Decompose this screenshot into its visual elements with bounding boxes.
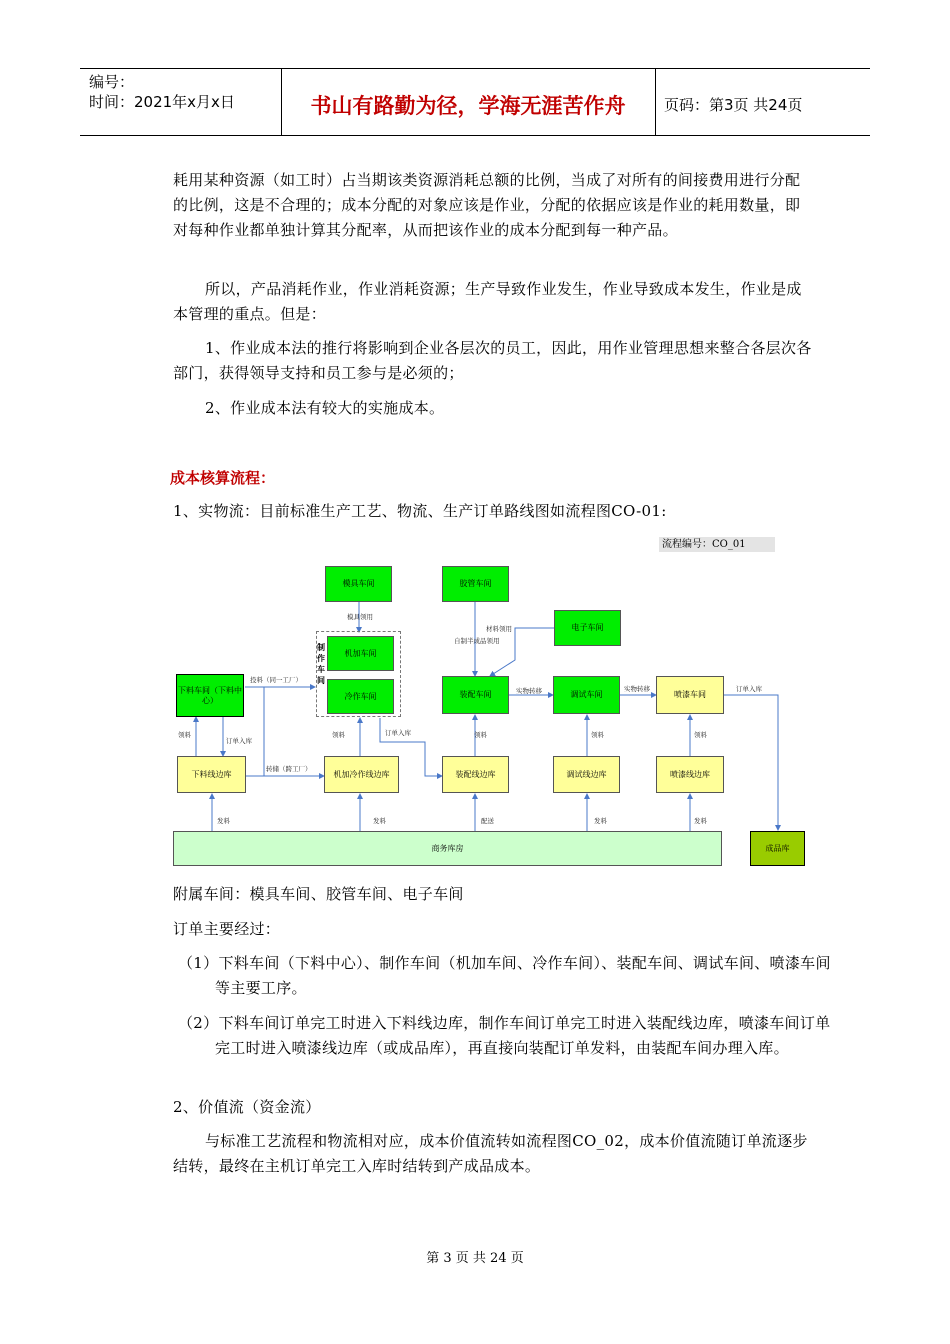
header-motto: 书山有路勤为径，学海无涯苦作舟 (310, 94, 626, 118)
paragraph-4: 2、作业成本法有较大的实施成本。 (205, 399, 445, 417)
page-footer: 第 3 页 共 24 页 (426, 1251, 524, 1266)
label-req-asm: 领料 (474, 731, 487, 739)
debug-workshop-box: 调试车间 (553, 676, 620, 714)
label-req-cut: 领料 (178, 731, 191, 739)
paragraph-3: 1、作业成本法的推行将影响到企业各层次的员工，因此，用作业管理思想来整合各层次各部门，获得领导支持和员工参与是必须的； (173, 339, 812, 382)
label-move: 转储（跨工厂） (266, 765, 312, 773)
debug-store-box: 调试线边库 (553, 756, 620, 793)
paint-workshop-box: 喷漆车间 (656, 676, 724, 714)
label-req-debug: 领料 (591, 731, 604, 739)
paragraph-5: 1、实物流：目前标准生产工艺、物流、生产订单路线图如流程图CO-01: (173, 502, 667, 520)
label-mold-req: 模具领用 (347, 613, 373, 621)
label-transfer-2: 实物转移 (624, 685, 650, 693)
cutting-store-box: 下料线边库 (177, 756, 246, 793)
finished-goods-box: 成品库 (750, 831, 805, 866)
number-label: 编号： (89, 73, 135, 91)
machining-workshop-box: 机加车间 (327, 636, 394, 671)
list-item-1: （1）下料车间（下料中心）、制作车间（机加车间、冷作车间）、装配车间、调试车间、喷漆车间等主要工序。 (178, 954, 831, 997)
paint-store-box: 喷漆线边库 (656, 756, 724, 793)
paragraph-2: 所以，产品消耗作业，作业消耗资源；生产导致作业发生，作业导致成本发生，作业是成本管理的重点。但是： (173, 280, 802, 323)
label-feed: 投料（同一工厂） (250, 676, 302, 684)
flow-id-label: 流程编号：CO_01 (659, 537, 775, 552)
assembly-workshop-box: 装配车间 (442, 676, 509, 714)
machining-store-box: 机加冷作线边库 (324, 756, 399, 793)
label-order-in-paint: 订单入库 (736, 685, 762, 693)
label-transfer-1: 实物转移 (516, 687, 542, 695)
label-issue-2: 发料 (373, 817, 386, 825)
mold-workshop-box: 模具车间 (325, 566, 392, 602)
label-req-make: 领料 (332, 731, 345, 739)
cold-work-workshop-box: 冷作车间 (327, 679, 394, 714)
electronic-workshop-box: 电子车间 (554, 610, 621, 646)
list-item-2: （2）下料车间订单完工时进入下料线边库，制作车间订单完工时进入装配线边库，喷漆车间订单完工时进入喷漆线边库（或成品库），再直接向装配订单发料，由装配车间办理入库。 (178, 1014, 831, 1057)
label-material-req: 材料领用 (486, 625, 512, 633)
label-issue-4: 发料 (694, 817, 707, 825)
hose-workshop-box: 胶管车间 (442, 566, 509, 602)
section-heading: 成本核算流程： (170, 469, 276, 487)
warehouse-box: 商务库房 (173, 831, 722, 866)
label-order-in-cut: 订单入库 (226, 737, 252, 745)
paragraph-6: 附属车间：模具车间、胶管车间、电子车间 (173, 885, 464, 903)
label-issue-1: 发料 (217, 817, 230, 825)
paragraph-8: 2、价值流（资金流） (173, 1098, 321, 1116)
assembly-store-box: 装配线边库 (442, 756, 509, 793)
paragraph-9: 与标准工艺流程和物流相对应，成本价值流转如流程图CO_02，成本价值流随订单流逐步结转，最终在主机订单完工入库时结转到产成品成本。 (173, 1132, 808, 1175)
label-req-paint: 领料 (694, 731, 707, 739)
label-issue-3: 发料 (594, 817, 607, 825)
paragraph-1: 耗用某种资源（如工时）占当期该类资源消耗总额的比例，当成了对所有的间接费用进行分配的比例，这是不合理的；成本分配的对象应该是作业，分配的依据应该是作业的耗用数量，即对每种作业都单独计算其分配率，从而把该作业的成本分配到每一种产品。 (173, 171, 801, 239)
make-group-label: 制作车间 (317, 643, 325, 685)
header-page-info: 页码：第3页 共24页 (664, 96, 803, 114)
paragraph-7: 订单主要经过： (173, 920, 281, 938)
time-label: 时间：2021年x月x日 (89, 93, 235, 111)
label-deliver: 配送 (481, 817, 494, 825)
label-order-in-make: 订单入库 (385, 729, 411, 737)
cutting-workshop-box: 下料车间（下料中心） (176, 674, 244, 717)
label-semi-req: 自制半成品领用 (454, 637, 500, 645)
